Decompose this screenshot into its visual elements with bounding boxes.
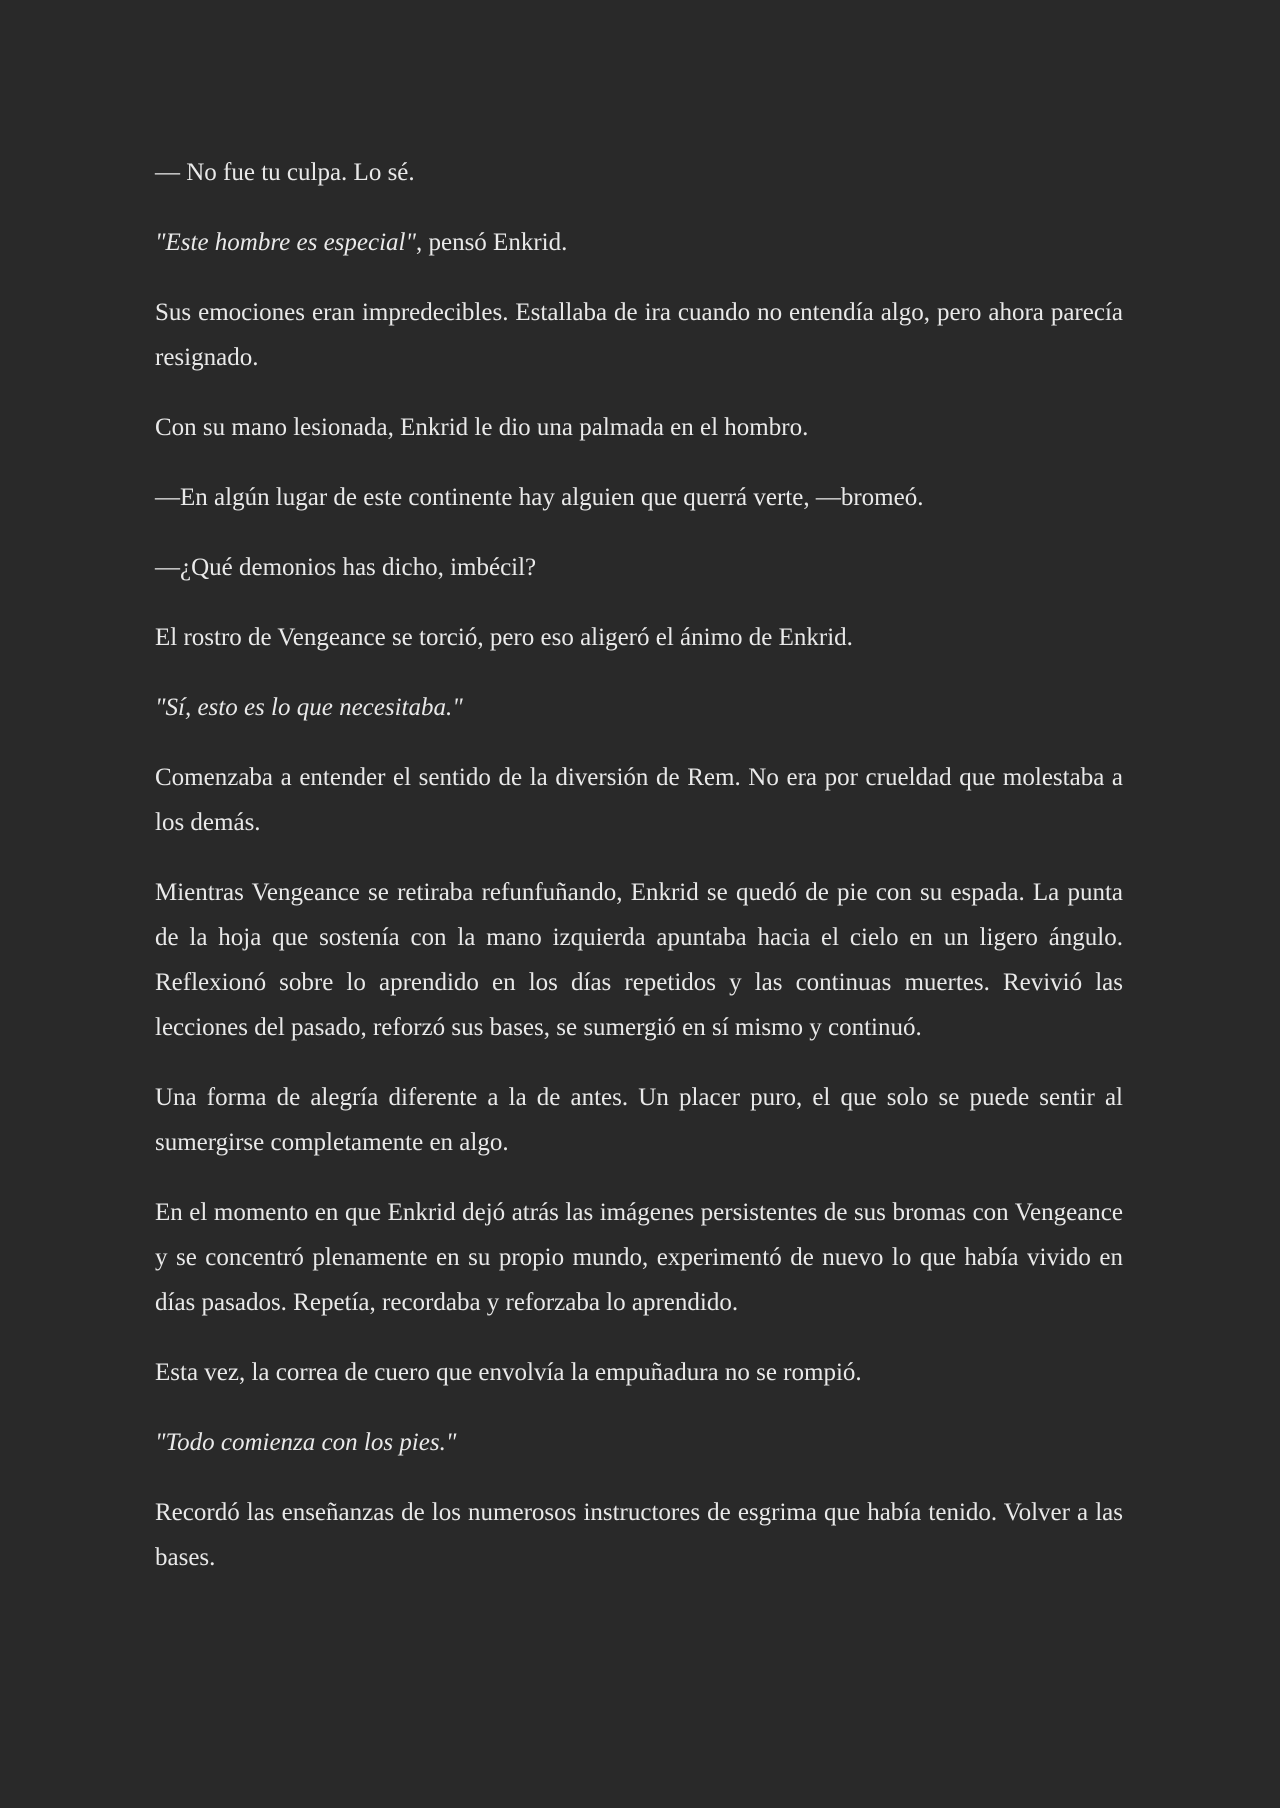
paragraph: En el momento en que Enkrid dejó atrás las imágenes persistentes de sus bromas con Vengeance y se concentró plenamente en su propio mundo, experimentó de nuevo lo que había vivido en días pasados. Repetía, recordaba y reforzaba lo aprendido. [155,1199,1123,1316]
paragraph: Esta vez, la correa de cuero que envolvía la empuñadura no se rompió. [155,1359,862,1386]
reader-content [155,150,1123,1605]
paragraph: Con su mano lesionada, Enkrid le dio una palmada en el hombro. [155,414,809,441]
paragraph: El rostro de Vengeance se torció, pero eso aligeró el ánimo de Enkrid. [155,624,853,651]
paragraph: Recordó las enseñanzas de los numerosos instructores de esgrima que había tenido. Volver a las bases. [155,1499,1123,1571]
paragraph: — No fue tu culpa. Lo sé. [155,159,415,186]
paragraph: Sus emociones eran impredecibles. Estallaba de ira cuando no entendía algo, pero ahora parecía resignado. [155,299,1123,371]
thought-text: "Todo comienza con los pies." [155,1429,457,1456]
paragraph: —En algún lugar de este continente hay alguien que querrá verte, —bromeó. [155,484,924,511]
paragraph: Una forma de alegría diferente a la de antes. Un placer puro, el que solo se puede sentir al sumergirse completamente en algo. [155,1084,1123,1156]
thought-text: "Este hombre es especial" [155,229,416,256]
thought-text: "Sí, esto es lo que necesitaba." [155,694,463,721]
narration-text: , pensó Enkrid. [415,229,568,256]
paragraph [155,1420,1123,1465]
paragraph [155,220,1123,265]
paragraph [155,685,1123,730]
paragraph: —¿Qué demonios has dicho, imbécil? [155,554,537,581]
paragraph: Comenzaba a entender el sentido de la diversión de Rem. No era por crueldad que molestaba a los demás. [155,764,1123,836]
paragraph: Mientras Vengeance se retiraba refunfuñando, Enkrid se quedó de pie con su espada. La punta de la hoja que sostenía con la mano izquierda apuntaba hacia el cielo en un ligero ángulo. Reflexionó sobre lo aprendido en los días repetidos y las continuas muertes. Revivió las lecciones del pasado, reforzó sus bases, se sumergió en sí mismo y continuó. [155,879,1123,1041]
